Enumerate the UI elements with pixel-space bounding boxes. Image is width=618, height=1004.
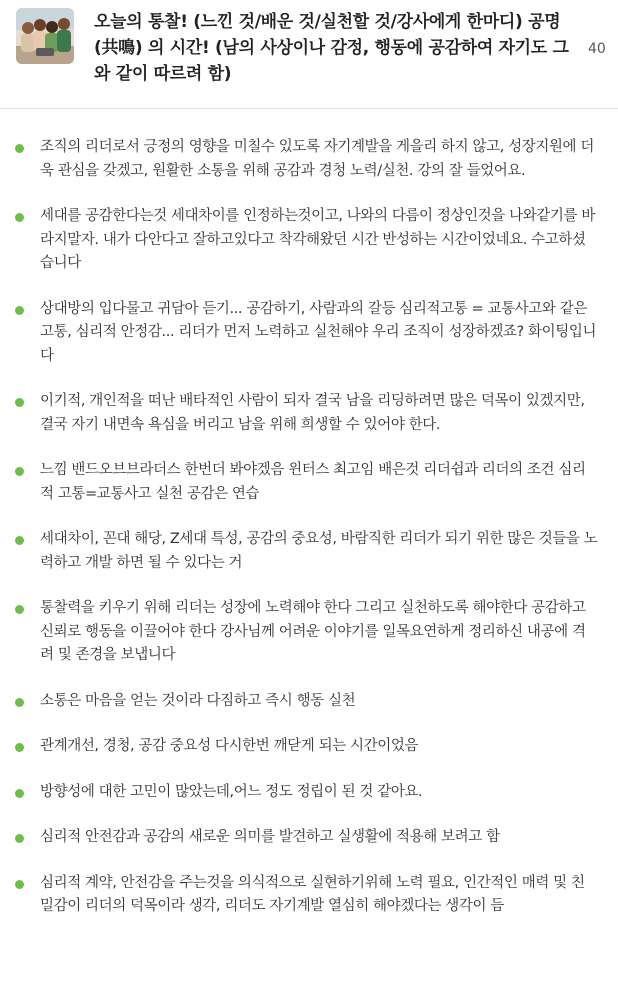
comment-text: 세대차이, 꼰대 해당, Z세대 특성, 공감의 중요성, 바람직한 리더가 되기 위한 많은 것들을 노력하고 개발 하면 될 수 있다는 거: [40, 531, 598, 571]
bullet-icon: [15, 834, 24, 843]
list-item: [0, 205, 618, 276]
comment-text: 관계개선, 경청, 공감 중요성 다시한번 깨닫게 되는 시간이었음: [40, 738, 419, 754]
bullet-icon: [15, 880, 24, 889]
list-item: [0, 136, 618, 183]
list-item: [0, 735, 618, 759]
comment-text: 상대방의 입다물고 귀담아 듣기... 공감하기, 사람과의 갈등 심리적고통 = 교통사고와 같은 고통, 심리적 안정감... 리더가 먼저 노력하고 실천해야 우리 조직이 성장하겠죠? 화이팅입니다: [40, 300, 597, 364]
group-photo-icon: [16, 8, 74, 64]
list-item: [0, 826, 618, 850]
bullet-icon: [15, 743, 24, 752]
bullet-icon: [15, 536, 24, 545]
comment-text: 이기적, 개인적을 떠난 배타적인 사람이 되자 결국 남을 리딩하려면 많은 덕목이 있겠지만, 결국 자기 내면속 욕심을 버리고 남을 위해 희생할 수 있어야 한다.: [40, 393, 585, 433]
comment-text: 방향성에 대한 고민이 많았는데,어느 정도 정립이 된 것 같아요.: [40, 783, 423, 800]
post-title: 오늘의 통찰! (느낀 것/배운 것/실천할 것/강사에게 한마디) 공명(共鳴) 의 시간! (남의 사상이나 감정, 행동에 공감하여 자기도 그와 같이 따르려 함): [94, 12, 569, 84]
comment-text: 통찰력을 키우기 위해 리더는 성장에 노력해야 한다 그리고 실천하도록 해야한다 공감하고 신뢰로 행동을 이끌어야 한다 강사님께 어려운 이야기를 일목요연하게 정리하신 내공에 격려 및 존경을 보냅니다: [40, 600, 586, 663]
list-item: [0, 597, 618, 668]
bullet-icon: [15, 213, 24, 222]
comment-text: 심리적 계약, 안전감을 주는것을 의식적으로 실현하기위해 노력 필요, 인간적인 매력 및 친밀감이 리더의 덕목이라 생각, 리더도 자기계발 열심히 해야겠다는 생각이 듬: [40, 874, 585, 914]
bullet-icon: [15, 467, 24, 476]
bullet-icon: [15, 789, 24, 798]
comment-text: 느낌 밴드오브브라더스 한번더 봐야겠음 윈터스 최고임 배은것 리더쉽과 리더의 조건 심리적 고통=교통사고 실천 공감은 연습: [40, 462, 586, 502]
bullet-icon: [15, 605, 24, 614]
comment-text: 조직의 리더로서 긍정의 영향을 미칠수 있도록 자기계발을 게을리 하지 않고, 성장지원에 더욱 관심을 갖겠고, 원활한 소통을 위해 공감과 경청 노력/실천. 강의 잘 들었어요.: [40, 139, 594, 179]
post-header: [0, 0, 618, 109]
comment-text: 심리적 안전감과 공감의 새로운 의미를 발견하고 실생활에 적용해 보려고 함: [40, 829, 500, 845]
list-item: [0, 528, 618, 575]
bullet-icon: [15, 698, 24, 707]
bullet-icon: [15, 306, 24, 315]
list-item: [0, 781, 618, 805]
list-item: [0, 872, 618, 919]
list-item: [0, 298, 618, 369]
comment-text: 소통은 마음을 얻는 것이라 다짐하고 즉시 행동 실천: [40, 692, 356, 709]
comment-list: [0, 136, 618, 919]
comment-count: 40: [588, 41, 606, 57]
list-item: [0, 390, 618, 437]
group-photo-thumbnail[interactable]: [16, 8, 74, 64]
list-item: [0, 690, 618, 714]
list-item: [0, 459, 618, 506]
bullet-icon: [15, 144, 24, 153]
comment-text: 세대를 공감한다는것 세대차이를 인정하는것이고, 나와의 다름이 정상인것을 나와같기를 바라지말자. 내가 다안다고 잘하고있다고 착각해왔던 시간 반성하는 시간이었네요. 수고하셨습니다: [40, 208, 595, 271]
bullet-icon: [15, 398, 24, 407]
